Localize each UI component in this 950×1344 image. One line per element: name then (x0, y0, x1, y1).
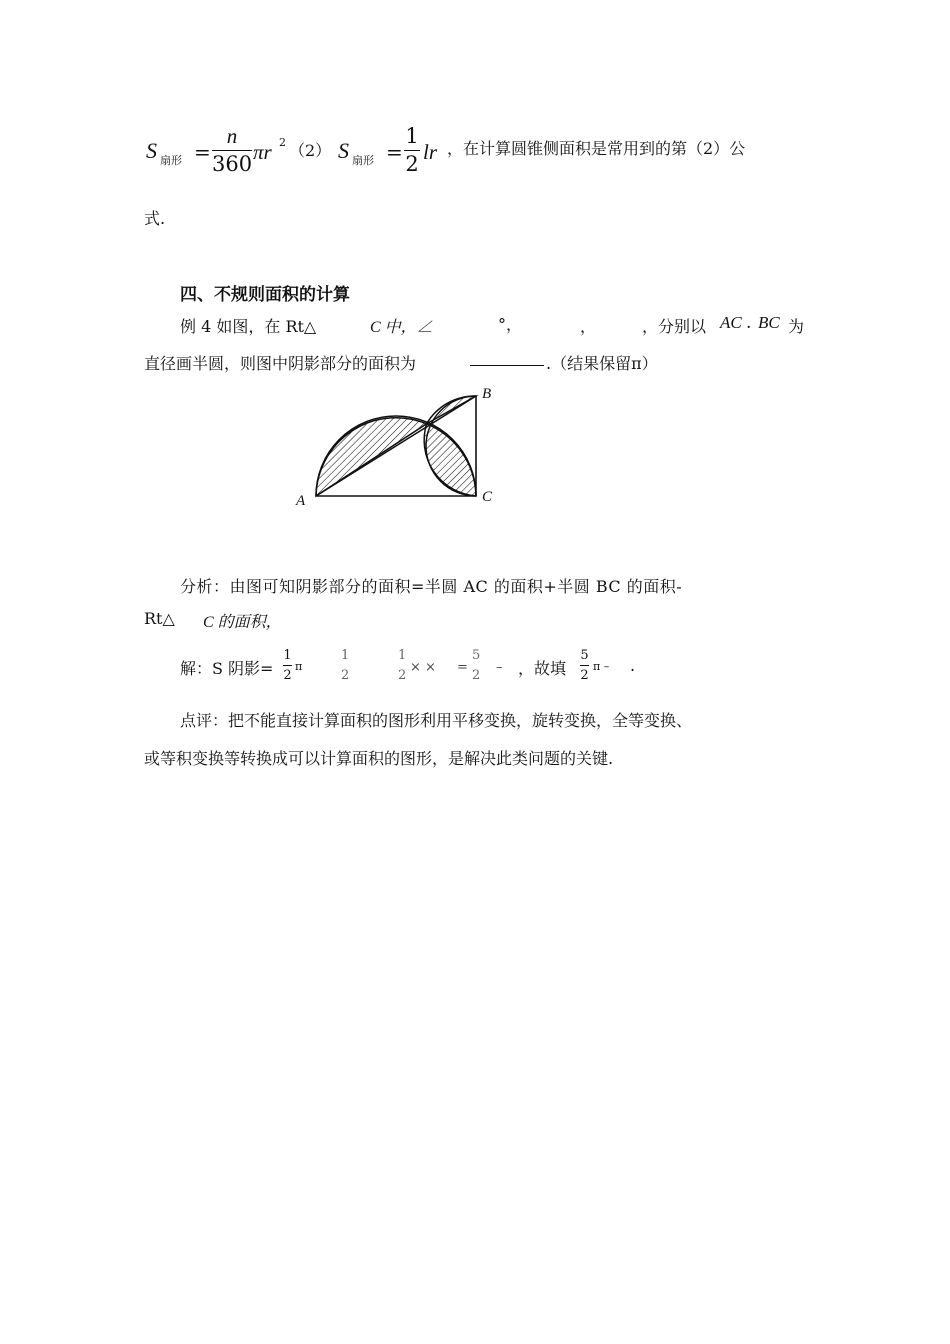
fraction-denominator: 2 (580, 668, 589, 683)
solution-equals: = (457, 660, 468, 675)
fraction-one-half (404, 126, 420, 175)
formula-label-2: （2） (289, 141, 332, 160)
fraction-bar (398, 665, 406, 666)
example-respectively: ，分别以 (642, 317, 707, 336)
fraction-bar (404, 150, 420, 151)
answer-blank[interactable] (470, 351, 544, 371)
sector-area-symbol-1: S (146, 138, 157, 163)
example-intro: 例 4 如图，在 Rt△ (180, 317, 317, 336)
solution-minus: – (496, 660, 503, 675)
square-exponent: 2 (279, 136, 286, 149)
vertex-label-a: A (296, 493, 306, 509)
equals-sign-2: = (386, 140, 403, 164)
segment-ac: AC (720, 313, 742, 332)
sector-subscript-2: 扇形 (352, 154, 374, 167)
fraction-bar (283, 665, 292, 666)
analysis-line-1: 分析：由图可知阴影部分的面积=半圆 AC 的面积+半圆 BC 的面积- (180, 577, 683, 596)
solution-fraction-4 (472, 649, 480, 682)
sector-area-symbol-2: S (338, 138, 349, 163)
separator-dot: . (746, 313, 752, 333)
vertex-label-c: C (482, 489, 493, 505)
vertex-label-b: B (482, 386, 492, 402)
fraction-bar (341, 665, 349, 666)
solution-pi-1: π (295, 660, 303, 673)
solution-fraction-1 (283, 649, 292, 682)
solution-pi-5: π – (593, 660, 610, 673)
example-comma-1: ， (580, 317, 597, 336)
solution-end: . (630, 656, 636, 675)
fraction-numerator: n (226, 124, 238, 148)
fraction-numerator: 1 (341, 648, 350, 663)
fraction-bar (580, 665, 589, 666)
l-r: lr (423, 140, 438, 164)
pi-r: πr (253, 140, 272, 164)
fraction-bar (472, 665, 480, 666)
solution-fraction-5 (580, 649, 589, 682)
fraction-denominator: 360 (212, 152, 253, 176)
formula-explanation: ，在计算圆锥侧面积是常用到的第（2）公 (447, 139, 746, 158)
segment-bc: BC (758, 313, 780, 332)
example-question: 直径画半圆，则图中阴影部分的面积为 (144, 354, 417, 373)
fraction-denominator: 2 (341, 668, 350, 683)
example-keep-pi: .（结果保留π） (546, 354, 658, 373)
comment-line-2: 或等积变换等转换成可以计算面积的图形，是解决此类问题的关键. (144, 749, 614, 768)
fraction-denominator: 2 (398, 668, 407, 683)
fraction-numerator: 1 (398, 648, 407, 663)
analysis-triangle-area: C 的面积， (203, 614, 282, 631)
solution-fill-in: ，故填 (518, 659, 567, 678)
fraction-numerator: 1 (283, 648, 292, 663)
fraction-bar (212, 150, 252, 151)
formula-explanation-wrap: 式. (144, 209, 166, 228)
analysis-rt-triangle: Rt△ (144, 609, 175, 628)
fraction-numerator: 1 (405, 124, 419, 148)
semicircles-figure (290, 380, 510, 510)
fraction-denominator: 2 (472, 668, 481, 683)
fraction-numerator: 5 (472, 648, 481, 663)
solution-fraction-3 (398, 649, 406, 682)
sector-subscript-1: 扇形 (160, 154, 182, 167)
example-triangle-name: C 中，∠ (370, 319, 433, 336)
example-degree: °， (498, 315, 523, 334)
fraction-numerator: 5 (580, 648, 589, 663)
solution-times: × × (410, 660, 436, 675)
equals-sign-1: = (194, 140, 211, 164)
example-wei: 为 (788, 317, 805, 336)
solution-prefix: 解：S 阴影= (180, 659, 274, 678)
comment-line-1: 点评：把不能直接计算面积的图形利用平移变换，旋转变换，全等变换、 (180, 711, 693, 730)
section-heading: 四、不规则面积的计算 (180, 285, 350, 305)
fraction-n-over-360 (212, 126, 252, 175)
fraction-denominator: 2 (283, 668, 292, 683)
fraction-denominator: 2 (405, 152, 419, 176)
solution-fraction-2 (341, 649, 349, 682)
shaded-region-ac (316, 418, 427, 496)
